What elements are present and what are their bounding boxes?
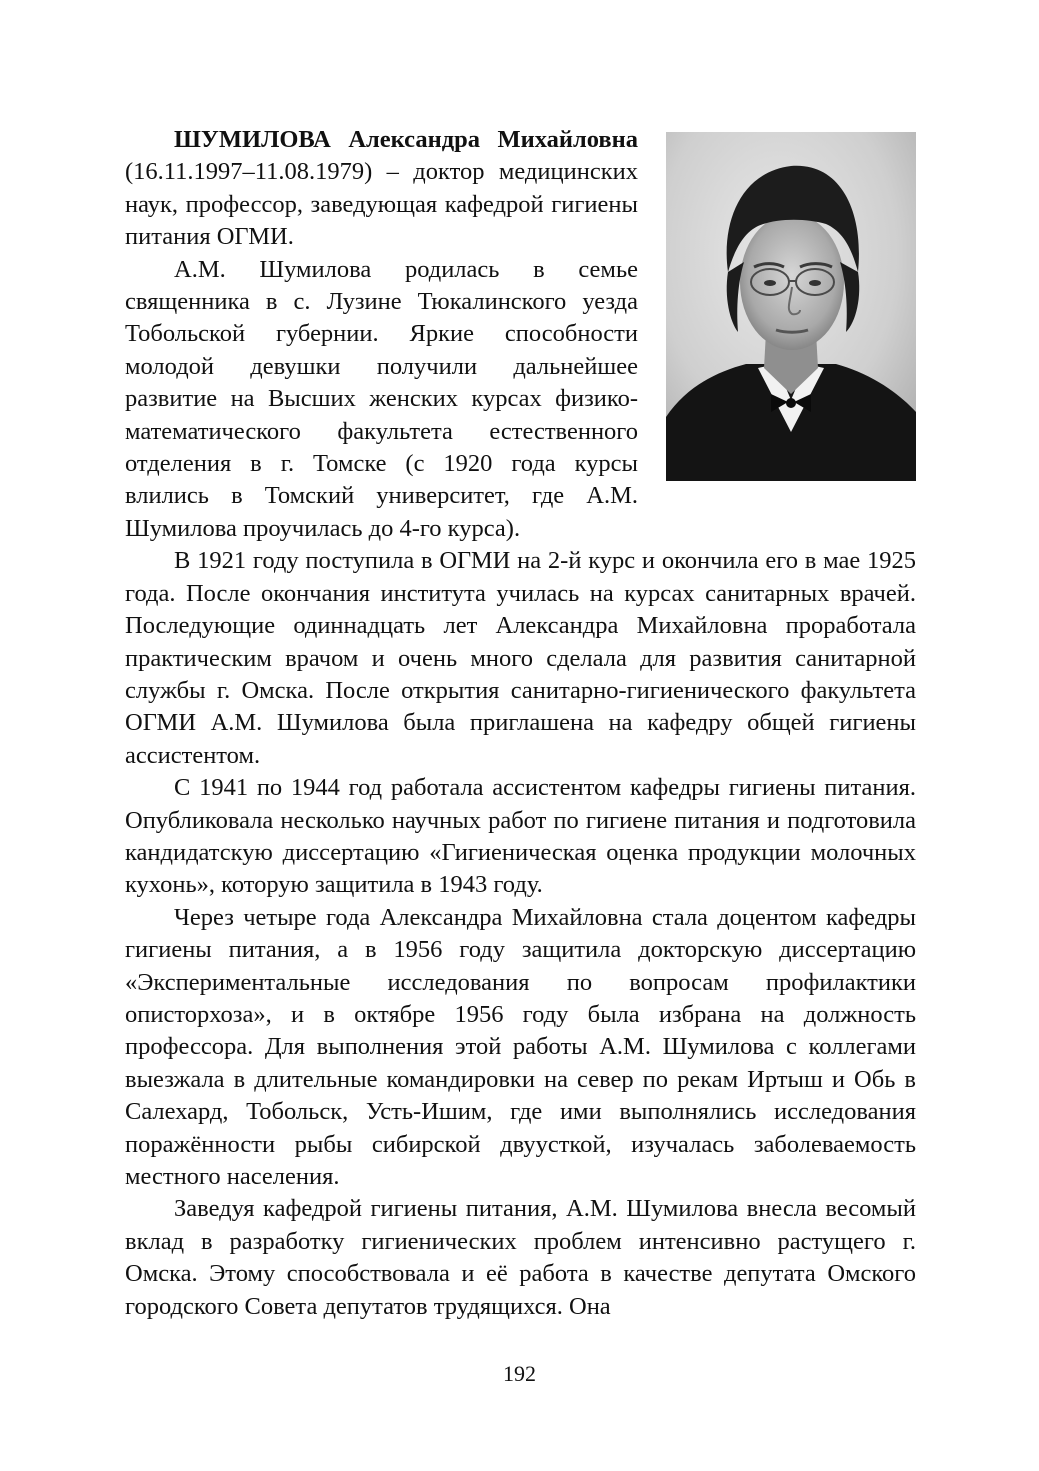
paragraph-biography: А.М. Шумилова родилась в семье священника в с. Лузине Тюкалинского уезда Тобольской губернии. Яркие способности молодой девушки получили дальнейшее развитие на Высших женских курсах физико-математического факультета естественного отделения в г. Томске (с 1920 года курсы влились в Томский университет, где А.М. Шумилова проучилась до 4-го курса). [125, 255, 638, 542]
paragraph-education: В 1921 году поступила в ОГМИ на 2-й курс и окончила его в мае 1925 года. После окончания института училась на курсах санитарных врачей. Последующие одиннадцать лет Александра Михайловна проработала практическим врачом и очень много сделала для развития санитарной службы г. Омска. После открытия санитарно-гигиенического факультета ОГМИ А.М. Шумилова была приглашена на кафедру общей гигиены ассистентом. [125, 547, 916, 769]
person-name: ШУМИЛОВА Александра Михайловна [174, 126, 638, 153]
paragraph-docent: Через четыре года Александра Михайловна стала доцентом кафедры гигиены питания, а в 1956 году защитила докторскую диссертацию «Экспериментальные исследования по вопросам профилактики описторхоза», и в октябре 1956 году была избрана на должность профессора. Для выполнения этой работы А.М. Шумилова с коллегами выезжала в длительные командировки на север по рекам Иртыш и Обь в Салехард, Тобольск, Усть-Ишим, где ими выполнялись исследования поражённости рыбы сибирской двуусткой, изучалась заболеваемость местного населения. [125, 903, 916, 1190]
page-number: 192 [503, 1361, 536, 1386]
portrait-photo-svg [666, 132, 916, 481]
article-text [125, 124, 916, 1323]
portrait-photo-icon [666, 132, 916, 481]
intro-text: (16.11.1997–11.08.1979) – доктор медицинских наук, профессор, заведующая кафедрой гигиены питания ОГМИ. [125, 158, 638, 251]
paragraph-assistant: С 1941 по 1944 год работала ассистентом кафедры гигиены питания. Опубликовала несколько научных работ по гигиене питания и подготовила кандидатскую диссертацию «Гигиеническая оценка продукции молочных кухонь», которую защитила в 1943 году. [125, 774, 916, 899]
paragraph-department: Заведуя кафедрой гигиены питания, А.М. Шумилова внесла весомый вклад в разработку гигиенических проблем интенсивно растущего г. Омска. Этому способствовала и её работа в качестве депутата Омского городского Совета депутатов трудящихся. Она [125, 1195, 916, 1320]
